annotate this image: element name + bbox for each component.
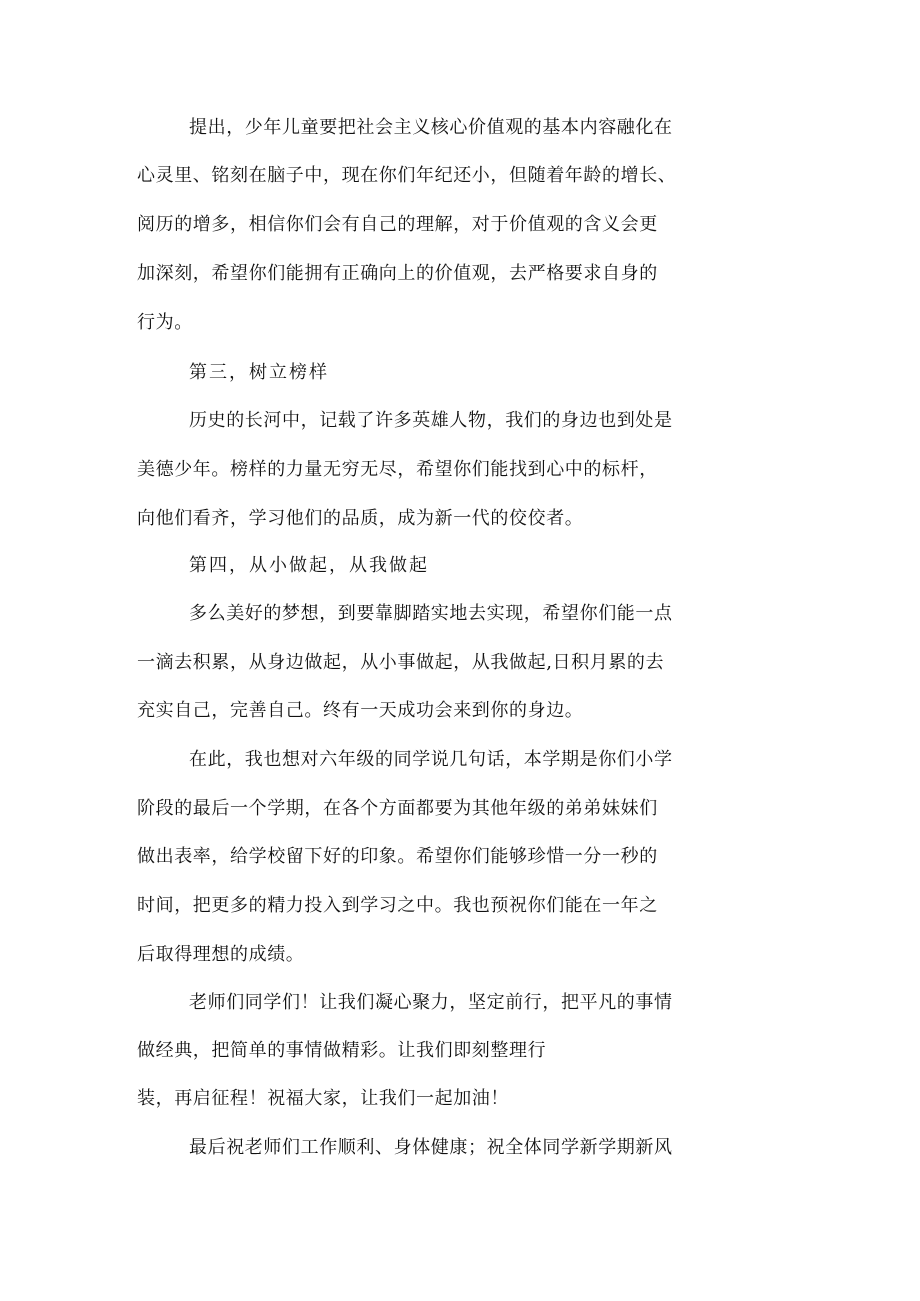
paragraph-line: 后取得理想的成绩。 <box>137 944 305 965</box>
paragraph-line: 最后祝老师们工作顺利、身体健康；祝全体同学新学期新风 <box>189 1137 673 1158</box>
paragraph-line: 阶段的最后一个学期，在各个方面都要为其他年级的弟弟妹妹们 <box>137 798 658 819</box>
paragraph-line: 在此，我也想对六年级的同学说几句话，本学期是你们小学 <box>189 749 673 770</box>
paragraph-line: 一滴去积累，从身边做起，从小事做起，从我做起,日积月累的去 <box>137 652 665 673</box>
paragraph-line: 阅历的增多，相信你们会有自己的理解，对于价值观的含义会更 <box>137 214 658 235</box>
paragraph-line: 做出表率，给学校留下好的印象。希望你们能够珍惜一分一秒的 <box>137 846 658 867</box>
paragraph-line: 加深刻，希望你们能拥有正确向上的价值观，去严格要求自身的 <box>137 263 658 284</box>
paragraph-line: 心灵里、铭刻在脑子中，现在你们年纪还小，但随着年龄的增长、 <box>137 165 677 186</box>
section-heading: 第四，从小做起，从我做起 <box>189 555 429 576</box>
section-heading: 第三，树立榜样 <box>189 362 329 383</box>
paragraph-line: 时间，把更多的精力投入到学习之中。我也预祝你们能在一年之 <box>137 895 658 916</box>
paragraph-line: 装，再启征程！祝福大家，让我们一起加油！ <box>137 1088 509 1109</box>
paragraph-line: 老师们同学们！让我们凝心聚力，坚定前行，把平凡的事情 <box>189 992 673 1013</box>
paragraph-line: 提出，少年儿童要把社会主义核心价值观的基本内容融化在 <box>189 117 673 138</box>
paragraph-line: 多么美好的梦想，到要靠脚踏实地去实现，希望你们能一点 <box>189 603 673 624</box>
paragraph-line: 向他们看齐，学习他们的品质，成为新一代的佼佼者。 <box>137 508 584 529</box>
paragraph-line: 美德少年。榜样的力量无穷无尽，希望你们能找到心中的标杆， <box>137 459 658 480</box>
paragraph-line: 历史的长河中，记载了许多英雄人物，我们的身边也到处是 <box>189 410 673 431</box>
paragraph-line: 充实自己，完善自己。终有一天成功会来到你的身边。 <box>137 700 584 721</box>
paragraph-line: 行为。 <box>137 312 193 333</box>
paragraph-line: 做经典，把简单的事情做精彩。让我们即刻整理行 <box>137 1040 547 1061</box>
